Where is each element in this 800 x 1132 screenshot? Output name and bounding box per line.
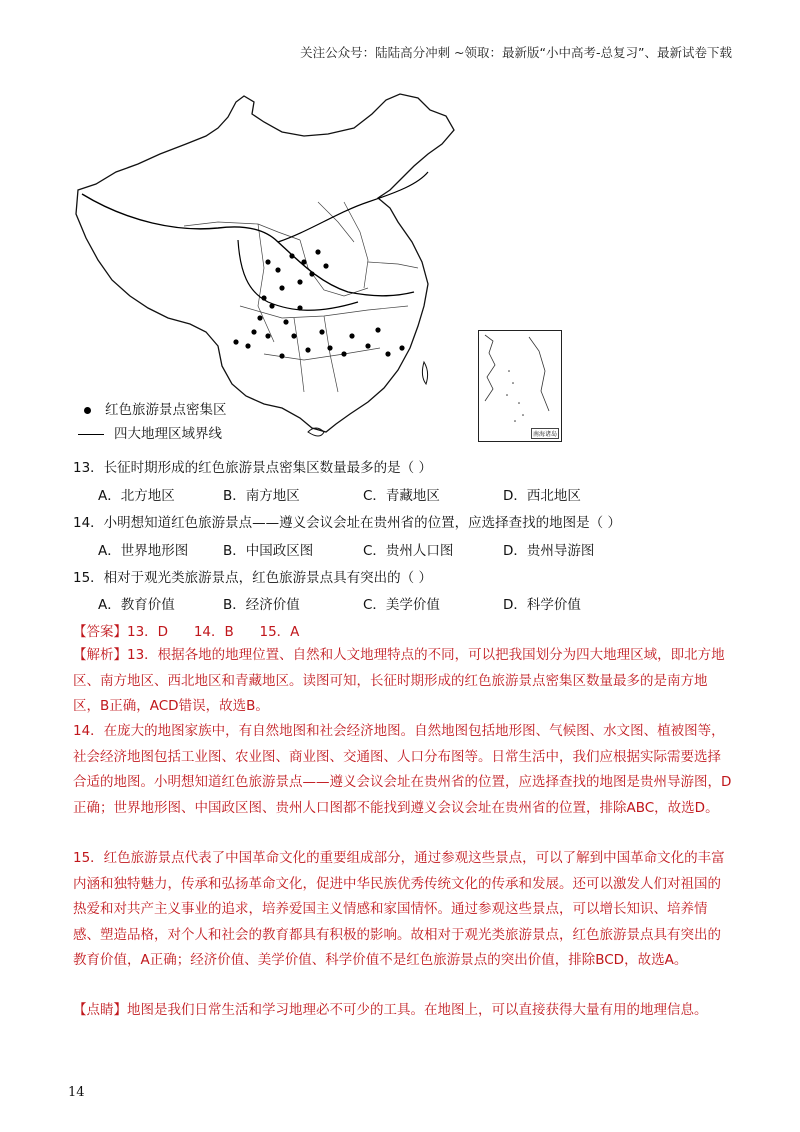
- option-b: B．中国政区图: [223, 543, 314, 559]
- map-legend: [78, 398, 227, 446]
- dot-icon: [84, 407, 91, 414]
- question-15-options: [98, 593, 581, 613]
- comment-line: [73, 998, 708, 1024]
- option-a: A．教育价值: [98, 597, 175, 613]
- line-icon: [78, 434, 104, 435]
- page-header: 关注公众号：陆陆高分冲刺 ~领取：最新版“小中高考-总复习”、最新试卷下载: [300, 45, 732, 60]
- option-c: C．美学价值: [363, 597, 440, 613]
- option-a: A．世界地形图: [98, 543, 189, 559]
- analysis-13-text: 13．根据各地的地理位置、自然和人文地理特点的不同，可以把我国划分为四大地理区域，即北方地区、南方地区、西北地区和青藏地区。读图可知，长征时期形成的红色旅游景点密集区数量最多的是南方地区，B正确，ACD错误，故选B。: [73, 647, 725, 714]
- question-14-stem: 14．小明想知道红色旅游景点——遵义会议会址在贵州省的位置，应选择查找的地图是（ ）: [73, 515, 621, 531]
- option-b: B．经济价值: [223, 597, 300, 613]
- option-b: B．南方地区: [223, 488, 300, 504]
- legend-label: 红色旅游景点密集区: [105, 402, 227, 418]
- analysis-tag: 【解析】: [73, 647, 127, 663]
- comment-text: 地图是我们日常生活和学习地理必不可少的工具。在地图上，可以直接获得大量有用的地理信息。: [127, 1002, 708, 1018]
- option-a: A．北方地区: [98, 488, 175, 504]
- answer-text: 13．D 14．B 15．A: [127, 624, 300, 640]
- china-map-outline: [68, 92, 468, 437]
- option-c: C．青藏地区: [363, 488, 440, 504]
- china-map: [68, 92, 468, 437]
- option-c: C．贵州人口图: [363, 543, 454, 559]
- option-d: D．科学价值: [503, 597, 581, 613]
- answer-tag: 【答案】: [73, 624, 127, 640]
- legend-label: 四大地理区域界线: [114, 426, 222, 442]
- analysis-15: 15．红色旅游景点代表了中国革命文化的重要组成部分，通过参观这些景点，可以了解到中国革命文化的丰富内涵和独特魅力，传承和弘扬革命文化，促进中华民族优秀传统文化的传承和发展。还可以激发人们对祖国的热爱和对共产主义事业的追求，培养爱国主义情感和家国情怀。通过参观这些景点，可以增长知识、培养情感、塑造品格，对个人和社会的教育都具有积极的影响。故相对于观光类旅游景点，红色旅游景点具有突出的教育价值，A正确；经济价值、美学价值、科学价值不是红色旅游景点的突出价值，排除BCD，故选A。: [73, 850, 725, 968]
- analysis-13: [73, 643, 733, 720]
- page-number: 14: [68, 1085, 85, 1100]
- south-china-sea-inset: [478, 330, 562, 442]
- answer-line: [73, 620, 299, 640]
- legend-item-dense-area: [78, 398, 227, 422]
- inset-map-outline: [479, 331, 561, 441]
- legend-item-boundary: [78, 422, 227, 446]
- question-14-options: [98, 539, 594, 559]
- option-d: D．贵州导游图: [503, 543, 595, 559]
- question-15-stem: 15．相对于观光类旅游景点，红色旅游景点具有突出的（ ）: [73, 570, 432, 586]
- question-13-stem: 13．长征时期形成的红色旅游景点密集区数量最多的是（ ）: [73, 460, 432, 476]
- inset-caption: 南海诸岛: [531, 428, 559, 439]
- question-13-options: [98, 484, 581, 504]
- option-d: D．西北地区: [503, 488, 581, 504]
- comment-tag: 【点睛】: [73, 1002, 127, 1018]
- analysis-14: 14．在庞大的地图家族中，有自然地图和社会经济地图。自然地图包括地形图、气候图、水文图、植被图等，社会经济地图包括工业图、农业图、商业图、交通图、人口分布图等。日常生活中，我们应根据实际需要选择合适的地图。小明想知道红色旅游景点——遵义会议会址在贵州省的位置，应选择查找的地图是贵州导游图，D正确；世界地形图、中国政区图、贵州人口图都不能找到遵义会议会址在贵州省的位置，排除ABC，故选D。: [73, 723, 732, 816]
